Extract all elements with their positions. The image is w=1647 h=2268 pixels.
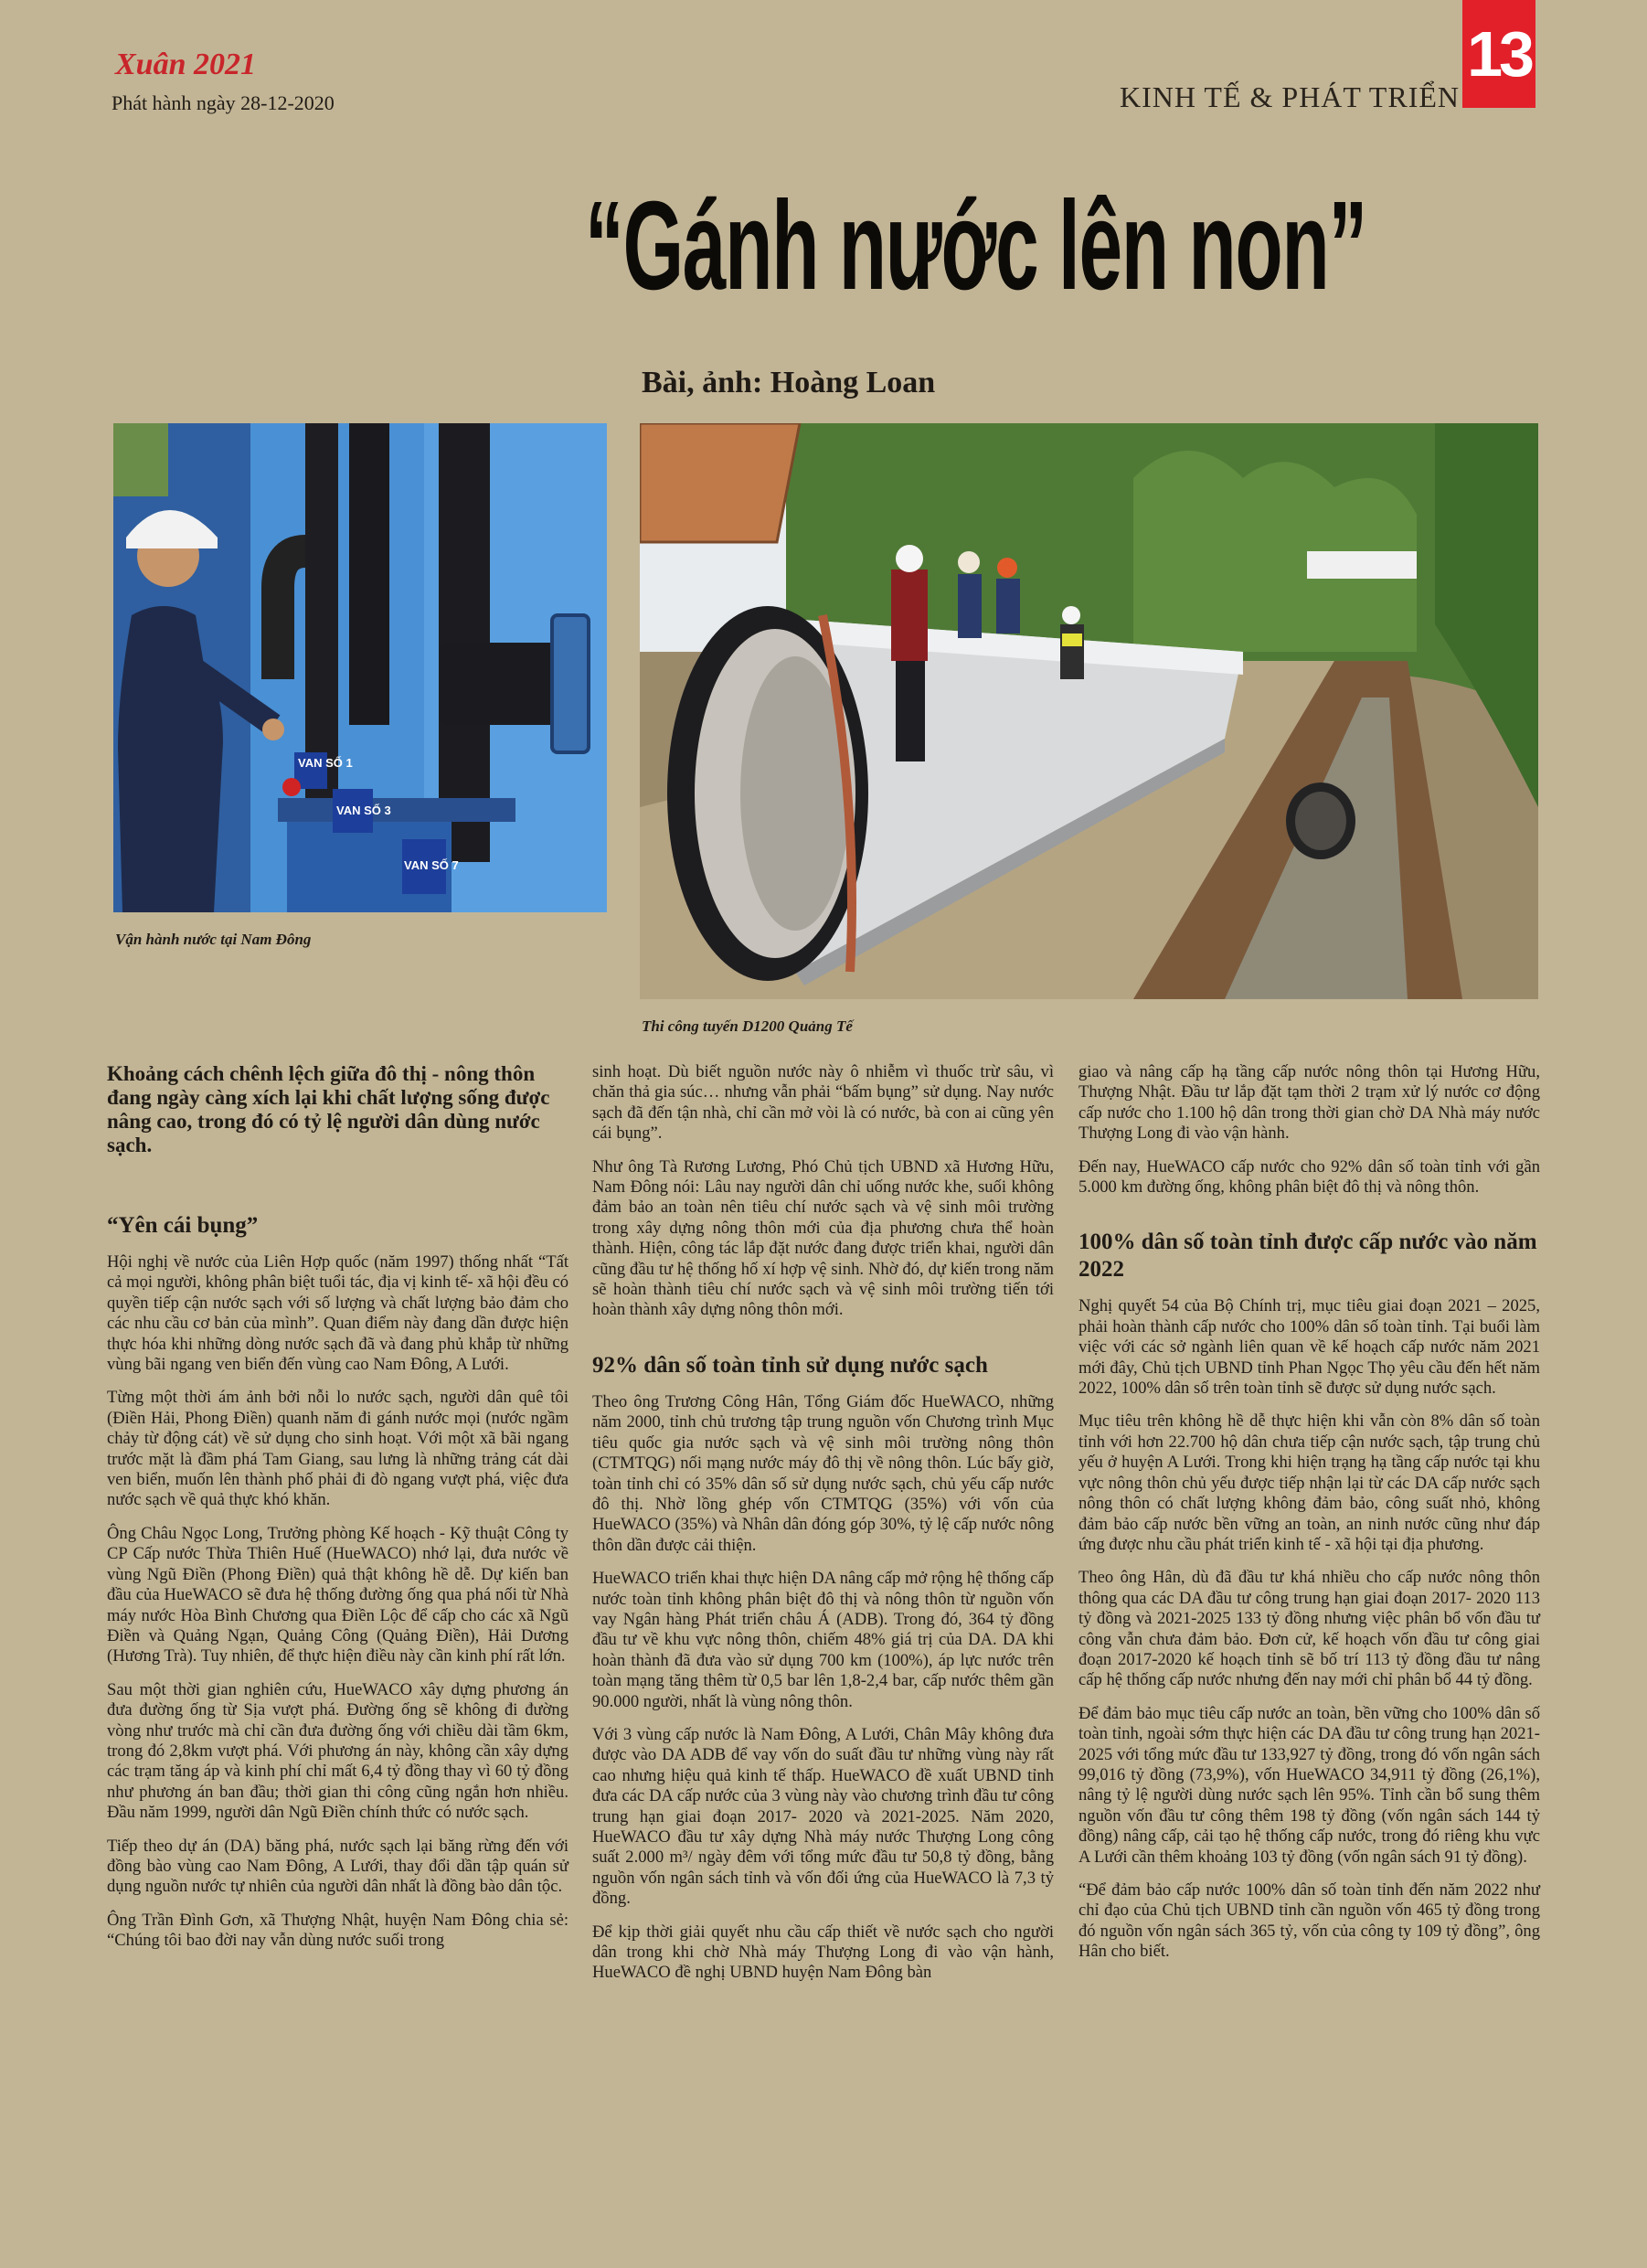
valve-label-7: VAN SỐ 7 [404, 858, 459, 872]
valve-label-3: VAN SỐ 3 [336, 804, 391, 817]
article-column-2 [592, 1062, 1054, 1996]
paragraph: Ông Châu Ngọc Long, Trưởng phòng Kế hoạch - Kỹ thuật Công ty CP Cấp nước Thừa Thiên Huế (HueWACO) nhớ lại, đưa nước về vùng Ngũ Điền (Phong Điền) quả thật không hề dễ. Dự kiến ban đầu của HueWACO sẽ đưa hệ thống đường ống qua phá nối từ Nhà máy nước Hòa Bình Chương qua Điền Lộc để cấp cho các xã Ngũ Điền và Quảng Ngạn, Quảng Công (Quảng Điền), Hải Dương (Hương Trà). Tuy nhiên, để thực hiện điều này cần kinh phí rất lớn. [107, 1523, 568, 1666]
paragraph: Để kịp thời giải quyết nhu cầu cấp thiết về nước sạch cho người dân trong khi chờ Nhà máy Thượng Long đi vào vận hành, HueWACO đề nghị UBND huyện Nam Đông bàn [592, 1922, 1054, 1983]
article-lead: Khoảng cách chênh lệch giữa đô thị - nông thôn đang ngày càng xích lại khi chất lượng sống được nâng cao, trong đó có tỷ lệ người dân dùng nước sạch. [107, 1062, 550, 1156]
subheading: 92% dân số toàn tỉnh sử dụng nước sạch [592, 1352, 988, 1378]
paragraph: Mục tiêu trên không hề dễ thực hiện khi vẫn còn 8% dân số toàn tỉnh với hơn 22.700 hộ dân chưa tiếp cận nước sạch, tập trung chủ yếu ở huyện A Lưới. Trong khi hiện trạng hạ tầng cấp nước tại khu vực nông thôn chủ yếu được tiếp nhận lại từ các DA cấp nước sạch nông thôn có chất lượng không đảm bảo, công suất nhỏ, không đảm bảo cấp nước bền vững an toàn, an ninh nước cũng như đáp ứng được nhu cầu phát triển kinh tế - xã hội tại địa phương. [1079, 1411, 1540, 1554]
issue-date: Phát hành ngày 28-12-2020 [112, 91, 335, 114]
paragraph: Đến nay, HueWACO cấp nước cho 92% dân số toàn tỉnh với gần 5.000 km đường ống, không phân biệt đô thị và nông thôn. [1079, 1156, 1540, 1198]
article-column-1 [107, 1062, 568, 1965]
paragraph: Ông Trần Đình Gơn, xã Thượng Nhật, huyện Nam Đông chia sẻ: “Chúng tôi bao đời nay vẫn dùng nước suối trong [107, 1910, 568, 1951]
issue-name: Xuân 2021 [115, 48, 256, 81]
article-column-3 [1079, 1062, 1540, 1975]
photo-caption-right: Thi công tuyến D1200 Quảng Tế [642, 1017, 853, 1035]
paragraph: HueWACO triển khai thực hiện DA nâng cấp mở rộng hệ thống cấp nước toàn tỉnh không phân biệt đô thị và nông thôn từ nguồn vốn vay Ngân hàng Phát triển châu Á (ADB). Trong đó, 364 tỷ đồng đầu tư về khu vực nông thôn, chiếm 48% giá trị của DA. DA khi hoàn thành đã đưa vào sử dụng 700 km (100%), áp lực nước trên toàn mạng tăng thêm từ 0,5 bar lên 1,8-2,4 bar, cấp nước thêm gần 90.000 người, nhất là vùng nông thôn. [592, 1569, 1054, 1711]
photo-pipeline-construction [640, 423, 1538, 999]
photo-caption-left: Vận hành nước tại Nam Đông [115, 931, 312, 948]
paragraph: Với 3 vùng cấp nước là Nam Đông, A Lưới, Chân Mây không đưa được vào DA ADB để vay vốn do suất đầu tư những vùng này rất cao nhưng hiệu quả kinh tế thấp. HueWACO đề xuất UBND tỉnh đưa các DA cấp nước của 3 vùng này vào chương trình đầu tư công trung hạn giai đoạn 2017- 2020 và 2021-2025. Năm 2020, HueWACO đầu tư xây dựng Nhà máy nước Thượng Long công suất 2.000 m³/ ngày đêm với tổng mức đầu tư 50,8 tỷ đồng, bằng nguồn vốn ngân sách tỉnh và vốn đối ứng của HueWACO là 7,3 tỷ đồng. [592, 1724, 1054, 1909]
paragraph: Theo ông Trương Công Hân, Tổng Giám đốc HueWACO, những năm 2000, tỉnh chủ trương tập trung nguồn vốn Chương trình Mục tiêu quốc gia nước sạch và vệ sinh môi trường nông thôn (CTMTQG) nối mạng nước máy đô thị về nông thôn. Lúc bấy giờ, toàn tỉnh chỉ có 35% dân số sử dụng nước sạch, chủ yếu cấp nước đô thị. Nhờ lồng ghép vốn CTMTQG (35%) với vốn của HueWACO (35%) và Nhân dân đóng góp 30%, tỷ lệ cấp nước nông thôn dần được cải thiện. [592, 1391, 1054, 1555]
subheading: “Yên cái bụng” [107, 1213, 259, 1238]
paragraph: Sau một thời gian nghiên cứu, HueWACO xây dựng phương án đưa đường ống từ Sịa vượt phá. Đường ống sẽ không đi đường vòng như trước mà chỉ cần đưa đường ống với chiều dài tầm 6km, trong đó 2,8km vượt phá. Với phương án này, không cần xây dựng các trạm tăng áp và kinh phí chỉ mất 6,4 tỷ đồng thay vì 60 tỷ đồng như phương án ban đầu; thời gian thi công cũng ngắn hơn nhiều. Đầu năm 1999, người dân Ngũ Điền chính thức có nước sạch. [107, 1679, 568, 1823]
section-title: KINH TẾ & PHÁT TRIỂN [1120, 80, 1460, 113]
paragraph: Tiếp theo dự án (DA) băng phá, nước sạch lại băng rừng đến với đồng bào vùng cao Nam Đông, A Lưới, thay đổi dần tập quán sử dụng nguồn nước tự nhiên của người dân nhất là đồng bào dân tộc. [107, 1836, 568, 1897]
paragraph: giao và nâng cấp hạ tầng cấp nước nông thôn tại Hương Hữu, Thượng Nhật. Đầu tư lắp đặt tạm thời 2 trạm xử lý nước cơ động cấp nước cho 1.100 hộ dân trong thời gian chờ DA Nhà máy nước Thượng Long đi vào vận hành. [1079, 1062, 1540, 1144]
paragraph: Hội nghị về nước của Liên Hợp quốc (năm 1997) thống nhất “Tất cả mọi người, không phân biệt tuổi tác, địa vị kinh tế- xã hội đều có quyền tiếp cận nước sạch với số lượng và chất lượng bảo đảm cho các nhu cầu cơ bản của mình”. Quan điểm này đang dần được hiện thực hóa khi những dòng nước sạch đã và đang phủ khắp từ những vùng bãi ngang ven biển đến vùng cao Nam Đông, A Lưới. [107, 1252, 568, 1375]
subheading: 100% dân số toàn tỉnh được cấp nước vào năm 2022 [1079, 1230, 1537, 1283]
page-number: 13 [1462, 0, 1535, 108]
byline: Bài, ảnh: Hoàng Loan [642, 366, 936, 399]
valve-label-1: VAN SỐ 1 [298, 756, 353, 770]
paragraph: Nghị quyết 54 của Bộ Chính trị, mục tiêu giai đoạn 2021 – 2025, phải hoàn thành cấp nước cho 100% dân số toàn tỉnh. Tại buổi làm việc với các sở ngành liên quan về kế hoạch cấp nước năm 2021 mới đây, Chủ tịch UBND tỉnh Phan Ngọc Thọ yêu cầu đến hết năm 2022, 100% dân số trên toàn tỉnh sẽ được sử dụng nước sạch. [1079, 1296, 1540, 1399]
article-title: “Gánh nước lên non” [585, 176, 1367, 316]
paragraph: Từng một thời ám ảnh bởi nỗi lo nước sạch, người dân quê tôi (Điền Hải, Phong Điền) quanh năm đi gánh nước mọi (nước ngầm chảy từ động cát) về sử dụng cho sinh hoạt. Với một xã bãi ngang trước mặt là đầm phá Tam Giang, sau lưng là những trảng cát dài ven biển, muốn lên thành phố phải đi đò ngang vượt phá, việc đưa nước sạch về quả thực khó khăn. [107, 1388, 568, 1510]
paragraph: sinh hoạt. Dù biết nguồn nước này ô nhiễm vì thuốc trừ sâu, vì chăn thả gia súc… nhưng vẫn phải “bấm bụng” sử dụng. Nay nước sạch đã đến tận nhà, chỉ cần mở vòi là có nước, bà con ai cũng yên cái bụng”. [592, 1062, 1054, 1144]
paragraph: Theo ông Hân, dù đã đầu tư khá nhiều cho cấp nước nông thôn thông qua các DA đầu tư công trung hạn giai đoạn 2017- 2020 113 tỷ đồng và 2021-2025 133 tỷ đồng nhưng việc phân bổ vốn đầu tư công vẫn chưa đảm bảo. Đơn cử, kế hoạch vốn đầu tư công giai đoạn 2017-2020 kế hoạch tỉnh sẽ bố trí 113 tỷ đồng đầu tư nâng cấp hệ thống cấp nước nhưng đến nay mới chỉ phân bổ 44 tỷ đồng. [1079, 1568, 1540, 1690]
photo-water-valves [113, 423, 607, 912]
paragraph: Để đảm bảo mục tiêu cấp nước an toàn, bền vững cho 100% dân số toàn tỉnh, ngoài sớm thực hiện các DA đầu tư công trung hạn 2021-2025 với tổng mức đầu tư 133,927 tỷ đồng, trong đó vốn ngân sách 99,016 tỷ đồng (73,9%), vốn HueWACO 34,911 tỷ đồng (26,1%), nâng tỷ lệ người dùng nước sạch lên 95%. Tỉnh cần bổ sung thêm nguồn vốn đầu tư công thêm 198 tỷ đồng (vốn ngân sách 144 tỷ đồng) nâng cấp, cải tạo hệ thống cấp nước, trong đó riêng khu vực A Lưới cần thêm khoảng 103 tỷ đồng (vốn ngân sách 91 tỷ đồng). [1079, 1703, 1540, 1867]
paragraph: “Để đảm bảo cấp nước 100% dân số toàn tỉnh đến năm 2022 như chỉ đạo của Chủ tịch UBND tỉnh cần nguồn vốn 465 tỷ đồng trong đó nguồn vốn ngân sách 365 tỷ, vốn của công ty 109 tỷ đồng”, ông Hân cho biết. [1079, 1880, 1540, 1962]
paragraph: Như ông Tà Rương Lương, Phó Chủ tịch UBND xã Hương Hữu, Nam Đông nói: Lâu nay người dân chỉ uống nước khe, suối không đảm bảo an toàn nên tiêu chí nước sạch và vệ sinh môi trường trong xây dựng nông thôn mới của địa phương chưa thể hoàn thành. Hiện, công tác lắp đặt nước đang được triển khai, người dân cũng đầu tư hệ thống hố xí hợp vệ sinh. Nhờ đó, dự kiến trong năm sẽ hoàn thành tiêu chí nước sạch và vệ sinh môi trường tiến tới hoàn thành xây dựng nông thôn mới. [592, 1156, 1054, 1320]
